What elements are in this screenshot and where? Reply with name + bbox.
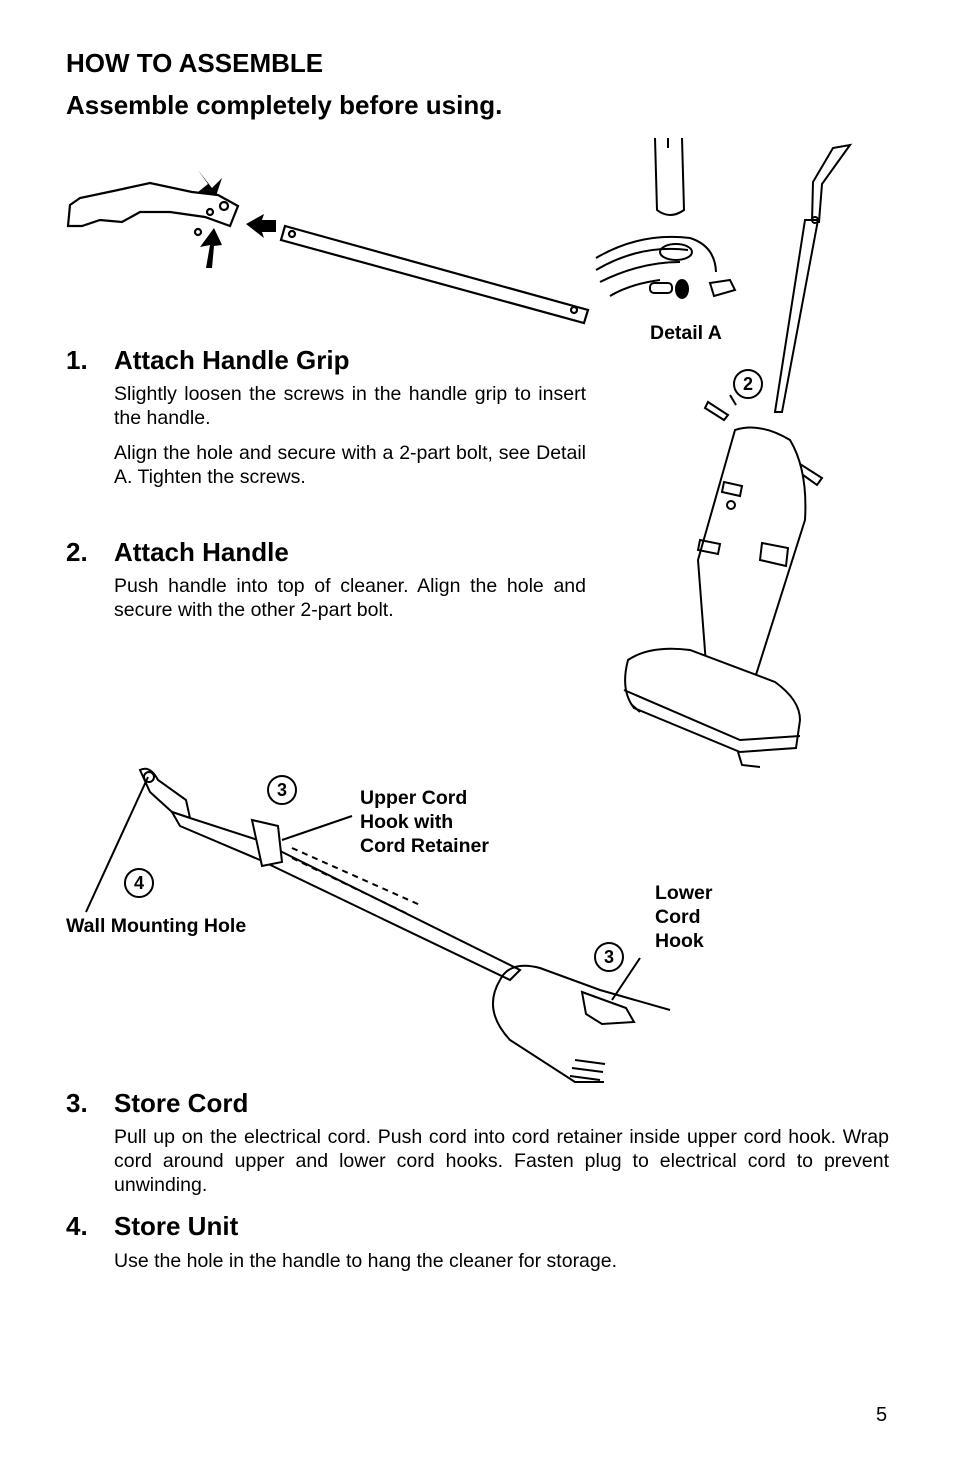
section-3-title: Store Cord — [114, 1088, 249, 1118]
section-2-paragraph-1: Push handle into top of cleaner. Align the hole and secure with the other 2-part bolt. — [114, 575, 586, 621]
page-subtitle: Assemble completely before using. — [66, 90, 503, 120]
upper-cord-hook-label: Upper Cord Hook with Cord Retainer — [360, 787, 489, 857]
detail-a-illustration — [596, 138, 735, 298]
section-4-number: 4. — [66, 1211, 88, 1241]
section-3-paragraph-1: Pull up on the electrical cord. Push cord into cord retainer inside upper cord hook. Wrap cord around upper and lower cord hooks. Fasten plug to electrical cord to prevent unwinding. — [114, 1126, 889, 1196]
callout-4: 4 — [124, 868, 154, 898]
callout-3-lower: 3 — [594, 942, 624, 972]
section-1-title: Attach Handle Grip — [114, 345, 350, 375]
section-1-paragraph-2: Align the hole and secure with a 2-part bolt, see Detail A. Tighten the screws. — [114, 442, 586, 488]
section-2-number: 2. — [66, 537, 88, 567]
section-4-paragraph-1: Use the hole in the handle to hang the cleaner for storage. — [114, 1250, 618, 1272]
lower-cord-hook-label: Lower Cord Hook — [655, 882, 713, 952]
section-2-title: Attach Handle — [114, 537, 289, 567]
page-title: HOW TO ASSEMBLE — [66, 48, 324, 78]
detail-a-label: Detail A — [650, 322, 722, 344]
handle-tube-illustration — [281, 226, 588, 323]
wall-mounting-hole-label: Wall Mounting Hole — [66, 915, 247, 937]
callout-2: 2 — [733, 369, 763, 399]
callout-3-upper: 3 — [267, 775, 297, 805]
section-1-paragraph-1: Slightly loosen the screws in the handle grip to insert the handle. — [114, 383, 586, 429]
section-4-title: Store Unit — [114, 1211, 239, 1241]
page-number: 5 — [876, 1404, 888, 1426]
section-3-number: 3. — [66, 1088, 88, 1118]
section-1-number: 1. — [66, 345, 88, 375]
